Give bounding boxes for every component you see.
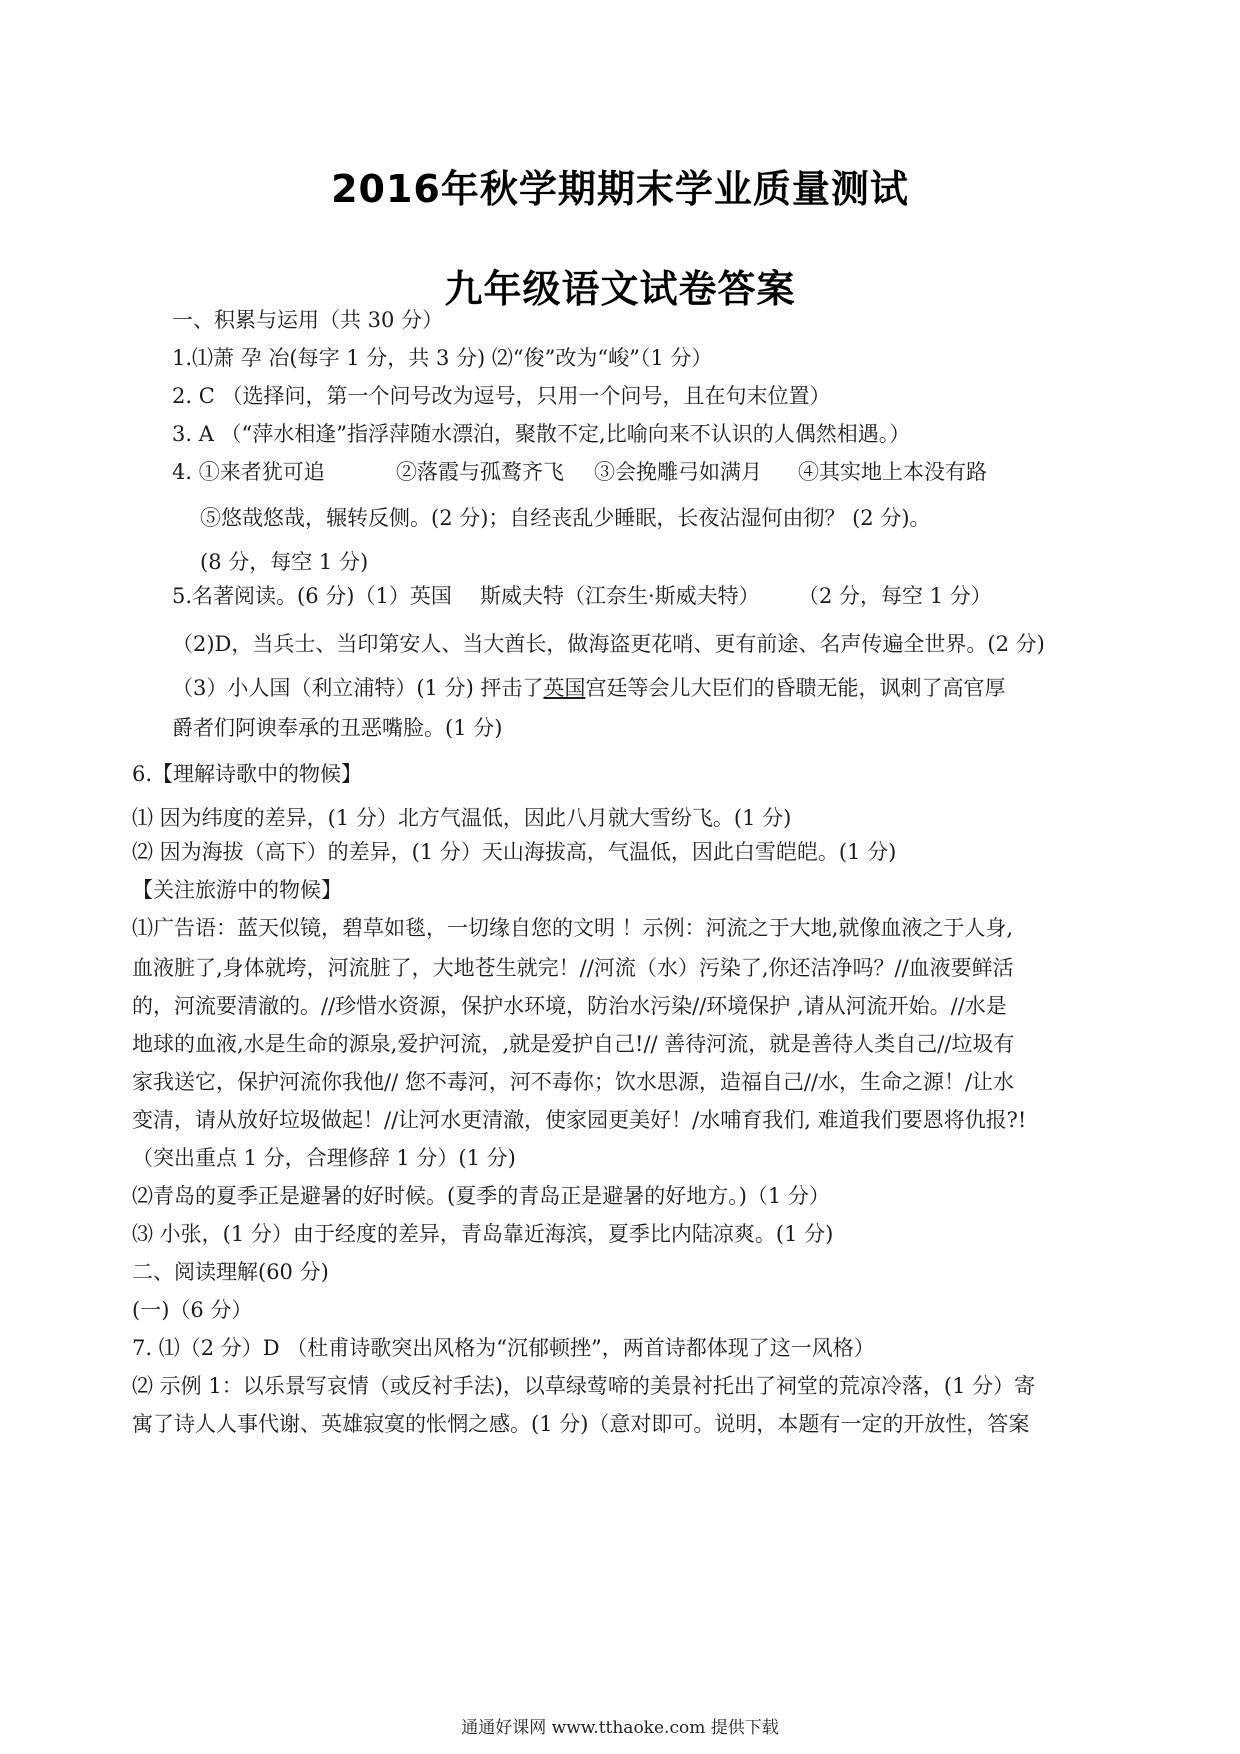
answer-q7: 7. ⑴（2 分）D （杜甫诗歌突出风格为“沉郁顿挫”，两首诗都体现了这一风格） (132, 1336, 875, 1360)
answer-q4-part2: ②落霞与孤鹜齐飞 (396, 460, 564, 484)
q6-line2: ⑵ 因为海拔（高下）的差异，(1 分）天山海拔高，气温低，因此白雪皑皑。(1 分) (132, 840, 897, 864)
q6-para-line5: 家我送它，保护河流你我他// 您不毒河，河不毒你；饮水思源，造福自己//水，生命之源！/让水 (132, 1070, 1015, 1094)
answer-q5-sub3-a: （3）小人国（利立浦特）(1 分) 抨击了 (172, 676, 544, 700)
answer-q4-score: (8 分，每空 1 分) (200, 550, 369, 574)
q6-line1: ⑴ 因为纬度的差异，(1 分）北方气温低，因此八月就大雪纷飞。(1 分) (132, 806, 792, 830)
q6-heading2: 【关注旅游中的物候】 (132, 878, 342, 902)
section2-sub: (一)（6 分） (132, 1298, 253, 1322)
answer-q4-part5: ⑤悠哉悠哉，辗转反侧。(2 分)；自经丧乱少睡眠，长夜沾湿何由彻？ (2 分)。 (200, 506, 931, 530)
q6-para-score: （突出重点 1 分，合理修辞 1 分）(1 分) (132, 1146, 516, 1170)
answer-q5-score: （2 分，每空 1 分） (798, 584, 992, 608)
q6-para-line3: 的，河流要清澈的。//珍惜水资源，保护水环境，防治水污染//环境保护 ,请从河流开始。//水是 (132, 994, 1007, 1018)
q6-para-line1: ⑴广告语：蓝天似镜，碧草如毯，一切缘自您的文明 ！示例：河流之于大地,就像血液之于人身, (132, 916, 1014, 940)
answer-q5-sub2: （2)D，当兵士、当印第安人、当大酋长，做海盗更花哨、更有前途、名声传遍全世界。(2 分) (172, 632, 1045, 656)
answer-q1: 1.⑴萧 孕 冶(每字 1 分，共 3 分) ⑵“俊”改为“峻”（1 分） (172, 346, 713, 370)
answer-q7-sub2-line1: ⑵ 示例 1：以乐景写哀情（或反衬手法)，以草绿莺啼的美景衬托出了祠堂的荒凉冷落，(1 分）寄 (132, 1374, 1036, 1398)
q6-para-line6: 变清，请从放好垃圾做起！//让河水更清澈，使家园更美好！/水哺育我们, 难道我们要恩将仇报?! (132, 1108, 1027, 1132)
answer-q5-part2: 斯威夫特（江奈生·斯威夫特） (480, 584, 760, 608)
answer-q4-part3: ③会挽雕弓如满月 (594, 460, 762, 484)
answer-q5-sub3-b: 宫廷等会儿大臣们的昏聩无能，讽刺了高官厚 (585, 676, 1006, 700)
document-subtitle: 九年级语文试卷答案 (444, 267, 796, 311)
answer-q5-sub3-underlined: 英国 (543, 676, 586, 700)
section1-heading: 一、积累与运用（共 30 分） (172, 308, 444, 332)
q6-para-line4: 地球的血液,水是生命的源泉,爱护河流，,就是爱护自己!// 善待河流，就是善待人类自己//垃圾有 (132, 1032, 1015, 1056)
answer-q2: 2. C （选择问，第一个问号改为逗号，只用一个问号，且在句末位置） (172, 384, 831, 408)
answer-q5-part1: 5.名著阅读。(6 分)（1）英国 (172, 584, 452, 608)
q6-answer2: ⑵青岛的夏季正是避暑的好时候。(夏季的青岛正是避暑的好地方。)（1 分） (132, 1184, 830, 1208)
q6-answer3: ⑶ 小张，(1 分）由于经度的差异，青岛靠近海滨，夏季比内陆凉爽。(1 分) (132, 1222, 834, 1246)
answer-q5-sub3-cont: 爵者们阿谀奉承的丑恶嘴脸。(1 分) (172, 716, 503, 740)
answer-q3: 3. A （“萍水相逢”指浮萍随水漂泊，聚散不定,比喻向来不认识的人偶然相遇。） (172, 422, 911, 446)
answer-q7-sub2-line2: 寓了诗人人事代谢、英雄寂寞的怅惘之感。(1 分)（意对即可。说明，本题有一定的开放性，答案 (132, 1412, 1030, 1436)
q6-heading: 6.【理解诗歌中的物候】 (132, 762, 363, 786)
footer-source: 通通好课网 www.tthaoke.com 提供下载 (461, 1718, 779, 1738)
answer-q5-sub3 (172, 674, 1005, 702)
q6-para-line2: 血液脏了,身体就垮，河流脏了，大地苍生就完！//河流（水）污染了,你还洁净吗？//血液要鲜活 (132, 956, 1014, 980)
document-title: 2016年秋学期期末学业质量测试 (331, 167, 909, 211)
answer-q4-part4: ④其实地上本没有路 (798, 460, 987, 484)
answer-q4-part1: 4. ①来者犹可追 (172, 460, 325, 484)
section2-heading: 二、阅读理解(60 分) (132, 1260, 329, 1284)
